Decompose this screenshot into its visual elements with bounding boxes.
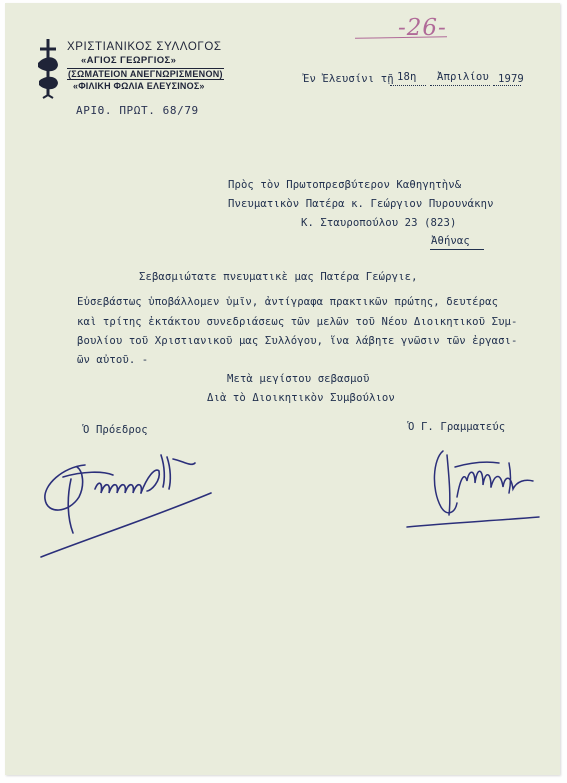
address-city: Ἀθήνας — [431, 235, 470, 247]
body-line: καὶ τρίτης ἐκτάκτου συνεδριάσεως τῶν μελῶν τοῦ Νέου Διοικητικοῦ Συμ- — [77, 316, 518, 328]
letterhead-status: (ΣΩΜΑΤΕΙΟΝ ΑΝΕΓΝΩΡΙΣΜΕΝΟΝ) — [68, 69, 223, 79]
body-line: βουλίου τοῦ Χριστιανικοῦ μας Συλλόγου, ἵνα λάβητε γνῶσιν τῶν ἐργασι- — [77, 335, 518, 347]
secretary-title: Ὁ Γ. Γραμματεύς — [408, 421, 506, 433]
date-year-dots — [493, 85, 521, 86]
body-line: ῶν αὐτοῦ. - — [77, 354, 149, 366]
address-city-underline — [430, 249, 484, 250]
president-signature — [33, 437, 223, 567]
protocol-number: ΑΡΙΘ. ΠΡΩΤ. 68/79 — [76, 104, 199, 117]
address-line-2: Πνευματικὸν Πατέρα κ. Γεώργιον Πυρουνάκην — [228, 198, 494, 210]
president-title: Ὁ Πρόεδρος — [83, 424, 148, 436]
letterhead-subtitle: «ΑΓΙΟΣ ΓΕΩΡΓΙΟΣ» — [81, 55, 177, 66]
closing-line-2: Διὰ τὸ Διοικητικὸν Συμβούλιον — [207, 392, 395, 404]
body-line: Εὐσεβάστως ὑποβάλλομεν ὑμῖν, ἀντίγραφα πρακτικῶν πρώτης, δευτέρας — [77, 296, 499, 308]
letter-page — [5, 3, 560, 775]
date-day: 18η — [397, 71, 417, 83]
secretary-signature — [399, 437, 549, 537]
date-month: Ἀπριλίου — [437, 71, 489, 83]
letterhead-name: ΧΡΙΣΤΙΑΝΙΚΟΣ ΣΥΛΛΟΓΟΣ — [67, 41, 222, 53]
letterhead-branch: «ΦΙΛΙΚΗ ΦΩΛΙΑ ΕΛΕΥΣΙΝΟΣ» — [73, 81, 205, 91]
date-place: Ἐν Ἐλευσίνι τῇ — [303, 73, 394, 85]
date-year: 1979 — [498, 73, 524, 85]
address-line-3: Κ. Σταυροπούλου 23 (823) — [301, 217, 457, 229]
cross-fish-logo-icon — [35, 37, 61, 99]
address-line-1: Πρὸς τὸν Πρωτοπρεσβύτερον Καθηγητὴν& — [228, 179, 462, 191]
date-day-dots — [390, 85, 426, 86]
date-month-dots — [430, 85, 490, 86]
document-number: -26- — [398, 15, 447, 41]
closing-line-1: Μετὰ μεγίστου σεβασμοῦ — [227, 373, 370, 385]
salutation: Σεβασμιώτατε πνευματικὲ μας Πατέρα Γεώργιε, — [139, 271, 418, 283]
